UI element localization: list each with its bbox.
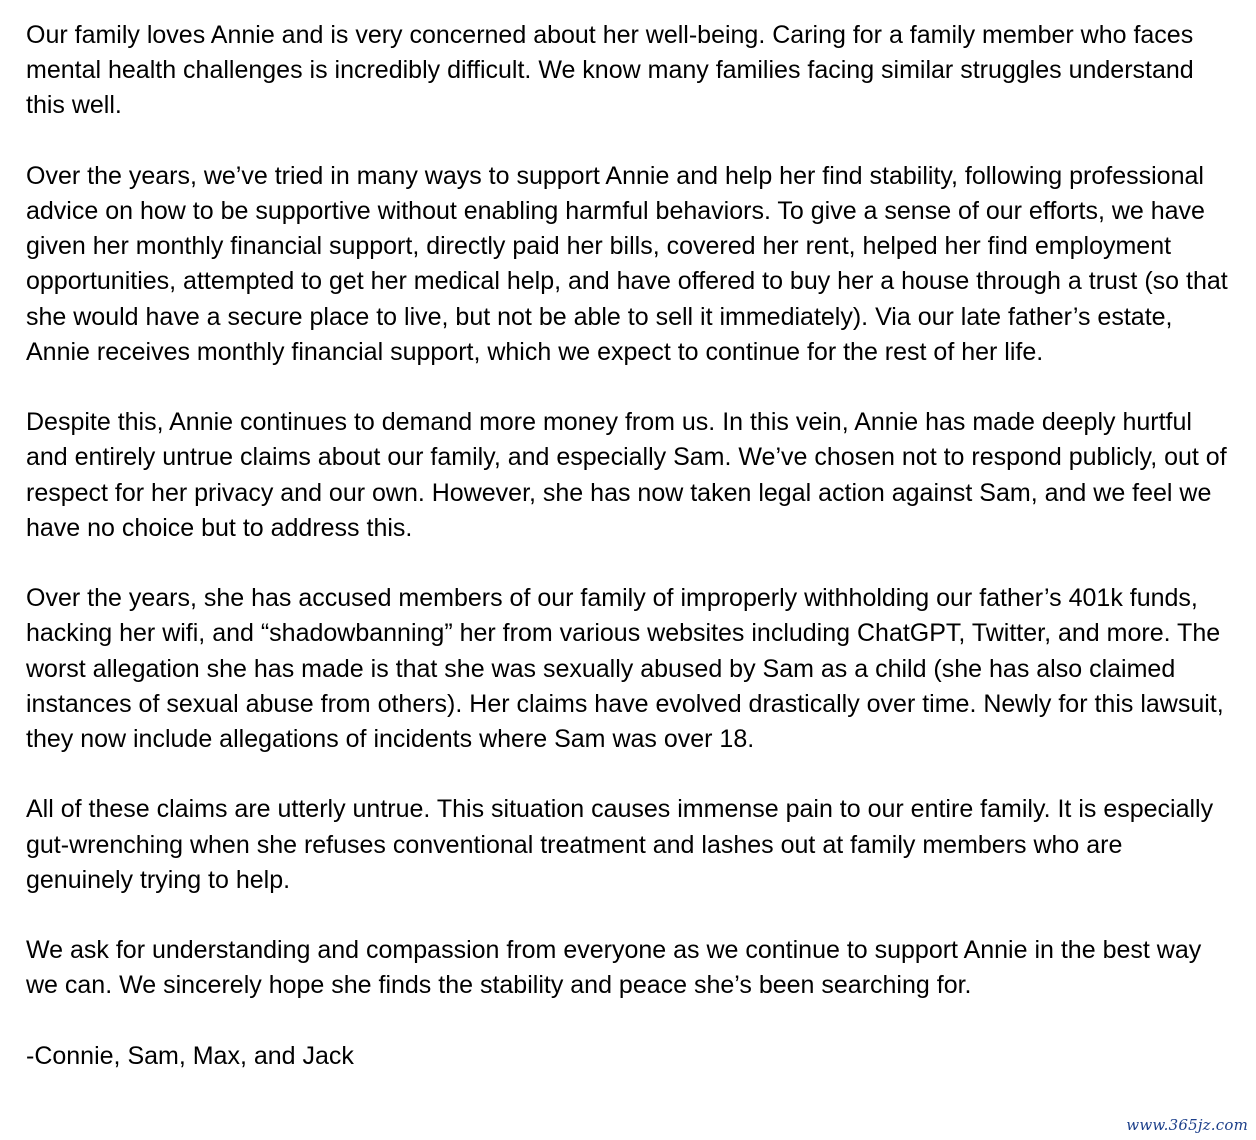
paragraph-6: We ask for understanding and compassion from everyone as we continue to support Annie in the best way we can. We sincerely hope she finds the stability and peace she’s been searching for. <box>26 936 1202 1000</box>
watermark: www.365jz.com <box>1126 1116 1248 1134</box>
paragraph-4: Over the years, she has accused members of our family of improperly withholding our father’s 401k funds, hacking her wifi, and “shadowbanning” her from various websites including ChatGPT, Twitter, and more. The worst allegation she has made is that she was sexually abused by Sam as a child (she has also claimed instances of sexual abuse from others). Her claims have evolved drastically over time. Newly for this lawsuit, they now include allegations of incidents where Sam was over 18. <box>26 584 1224 754</box>
paragraph-2: Over the years, we’ve tried in many ways to support Annie and help her find stability, following professional advice on how to be supportive without enabling harmful behaviors. To give a sense of our efforts, we have given her monthly financial support, directly paid her bills, covered her rent, helped her find employment opportunities, attempted to get her medical help, and have offered to buy her a house through a trust (so that she would have a secure place to live, but not be able to sell it immediately). Via our late father’s estate, Annie receives monthly financial support, which we expect to continue for the rest of her life. <box>26 161 1228 366</box>
paragraph-1: Our family loves Annie and is very concerned about her well-being. Caring for a family member who faces mental health challenges is incredibly difficult. We know many families facing similar struggles understand this well. <box>26 21 1194 120</box>
statement-document <box>26 18 1236 1074</box>
paragraph-5: All of these claims are utterly untrue. This situation causes immense pain to our entire family. It is especially gut-wrenching when she refuses conventional treatment and lashes out at family members who are genuinely trying to help. <box>26 795 1214 894</box>
signature: -Connie, Sam, Max, and Jack <box>26 1041 354 1070</box>
paragraph-3: Despite this, Annie continues to demand more money from us. In this vein, Annie has made deeply hurtful and entirely untrue claims about our family, and especially Sam. We’ve chosen not to respond publicly, out of respect for her privacy and our own. However, she has now taken legal action against Sam, and we feel we have no choice but to address this. <box>26 408 1227 542</box>
